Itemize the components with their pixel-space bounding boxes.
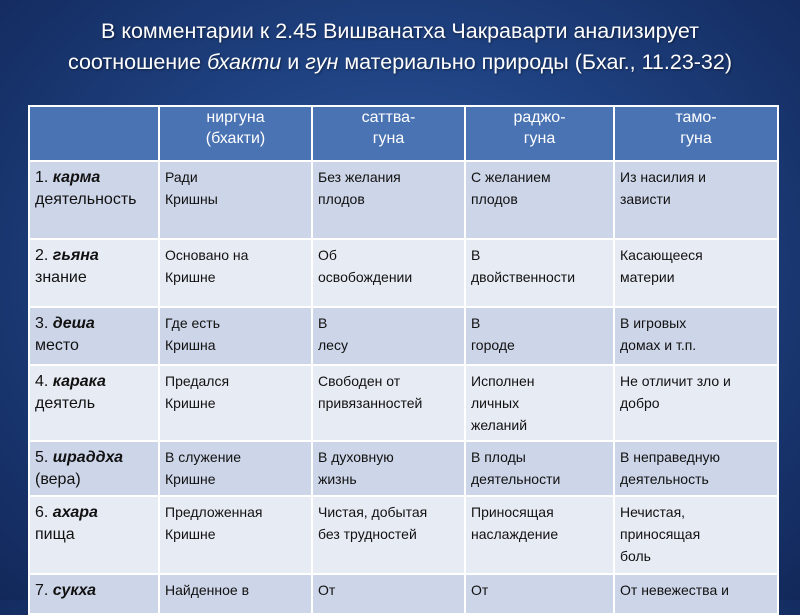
cell-line: зависти xyxy=(620,191,671,207)
table-cell xyxy=(312,161,465,239)
cell-line: двойственности xyxy=(471,269,576,285)
table-cell xyxy=(312,574,465,614)
cell-line: Кришны xyxy=(165,191,218,207)
row-term: карака xyxy=(52,373,106,390)
table-cell xyxy=(312,239,465,307)
cell-line: материи xyxy=(620,269,675,285)
title-line-1: В комментарии к 2.45 Вишванатха Чакраварти анализирует xyxy=(101,19,699,43)
table-cell xyxy=(312,365,465,441)
slide-title xyxy=(0,16,800,78)
cell-line: Ради xyxy=(165,169,198,185)
row-term: гьяна xyxy=(52,247,99,264)
table-cell xyxy=(159,441,312,496)
cell-line: С желанием xyxy=(471,169,551,185)
row-header xyxy=(29,574,159,614)
row-meaning: знание xyxy=(35,269,87,286)
table-cell xyxy=(465,441,614,496)
table-cell xyxy=(465,365,614,441)
header-line: раджо- xyxy=(513,109,566,126)
table-cell xyxy=(465,307,614,365)
table-cell xyxy=(614,365,778,441)
cell-line: Из насилия и xyxy=(620,169,706,185)
cell-line: Предложенная xyxy=(165,504,263,520)
table-cell xyxy=(465,574,614,614)
cell-line: В xyxy=(471,247,481,263)
header-line: гуна xyxy=(372,130,405,147)
table-cell xyxy=(159,496,312,574)
cell-line: городе xyxy=(471,337,515,353)
row-number: 4. xyxy=(35,373,53,390)
header-line: тамо- xyxy=(675,109,717,126)
row-number: 5. xyxy=(35,449,53,466)
cell-line: Кришне xyxy=(165,471,216,487)
cell-line: В игровых xyxy=(620,315,687,331)
cell-line: Исполнен xyxy=(471,373,535,389)
table-cell xyxy=(614,441,778,496)
header-line: саттва- xyxy=(361,109,416,126)
cell-line: освобождении xyxy=(318,269,413,285)
table-cell xyxy=(159,574,312,614)
cell-line: В xyxy=(318,315,328,331)
table-cell xyxy=(465,239,614,307)
header-row xyxy=(29,106,778,161)
table-cell xyxy=(312,307,465,365)
header-line: ниргуна xyxy=(206,109,265,126)
cell-line: В служение xyxy=(165,449,242,465)
row-number: 7. xyxy=(35,582,53,599)
row-term: карма xyxy=(52,169,101,186)
cell-line: деятельности xyxy=(471,471,561,487)
row-number: 2. xyxy=(35,247,53,264)
cell-line: плодов xyxy=(471,191,518,207)
table-row xyxy=(29,307,778,365)
cell-line: Чистая, добытая xyxy=(318,504,428,520)
row-term: шраддха xyxy=(52,449,124,466)
table-cell xyxy=(159,307,312,365)
title-text: материально природы (Бхаг., 11.23-32) xyxy=(338,50,733,74)
cell-line: лесу xyxy=(318,337,348,353)
table-row xyxy=(29,574,778,614)
row-header xyxy=(29,496,159,574)
table-cell xyxy=(614,307,778,365)
cell-line: В духовную xyxy=(318,449,394,465)
cell-line: Кришне xyxy=(165,269,216,285)
cell-line: желаний xyxy=(471,417,528,433)
header-nirguna xyxy=(159,106,312,161)
table-row xyxy=(29,496,778,574)
cell-line: От невежества и xyxy=(620,582,729,598)
cell-line: деятельность xyxy=(620,471,709,487)
cell-line: Нечистая, xyxy=(620,504,686,520)
table-cell xyxy=(312,496,465,574)
table-cell xyxy=(159,239,312,307)
table-row xyxy=(29,441,778,496)
row-number: 3. xyxy=(35,315,53,332)
row-header xyxy=(29,365,159,441)
table-cell xyxy=(614,239,778,307)
cell-line: Приносящая xyxy=(471,504,554,520)
header-line: (бхакти) xyxy=(205,130,266,147)
comparison-table xyxy=(28,105,779,615)
cell-line: Без желания xyxy=(318,169,401,185)
header-sattva xyxy=(312,106,465,161)
table-cell xyxy=(312,441,465,496)
cell-line: Кришне xyxy=(165,526,216,542)
table-cell xyxy=(614,161,778,239)
header-tamo xyxy=(614,106,778,161)
cell-line: плодов xyxy=(318,191,365,207)
cell-line: От xyxy=(318,582,336,598)
table-cell xyxy=(159,161,312,239)
cell-line: От xyxy=(471,582,489,598)
cell-line: Свободен от xyxy=(318,373,401,389)
cell-line: Кришне xyxy=(165,395,216,411)
header-rajo xyxy=(465,106,614,161)
title-line-2 xyxy=(0,47,800,78)
cell-line: В xyxy=(471,315,481,331)
table-cell xyxy=(465,161,614,239)
table-cell xyxy=(465,496,614,574)
cell-line: Основано на xyxy=(165,247,249,263)
cell-line: Найденное в xyxy=(165,582,250,598)
row-meaning: деятель xyxy=(35,395,96,412)
cell-line: Кришна xyxy=(165,337,216,353)
cell-line: боль xyxy=(620,548,651,564)
row-term: деша xyxy=(52,315,95,332)
row-meaning: (вера) xyxy=(35,471,81,488)
header-line: гуна xyxy=(523,130,556,147)
row-header xyxy=(29,239,159,307)
title-text: соотношение xyxy=(67,50,208,74)
cell-line: домах и т.п. xyxy=(620,337,697,353)
row-meaning: место xyxy=(35,337,79,354)
cell-line: наслаждение xyxy=(471,526,559,542)
table-row xyxy=(29,161,778,239)
row-meaning: деятельность xyxy=(35,191,137,208)
title-text: и xyxy=(281,50,306,74)
header-line: гуна xyxy=(680,130,712,147)
table-cell xyxy=(614,496,778,574)
cell-line: жизнь xyxy=(318,471,357,487)
row-number: 1. xyxy=(35,169,53,186)
row-header xyxy=(29,161,159,239)
title-em-gun: гун xyxy=(305,50,339,74)
row-meaning: пища xyxy=(35,526,75,543)
header-corner xyxy=(29,106,159,161)
cell-line: Предался xyxy=(165,373,230,389)
cell-line: приносящая xyxy=(620,526,701,542)
row-header xyxy=(29,307,159,365)
cell-line: добро xyxy=(620,395,660,411)
row-term: ахара xyxy=(52,504,98,521)
row-number: 6. xyxy=(35,504,53,521)
row-term: сукха xyxy=(52,582,97,599)
cell-line: Касающееся xyxy=(620,247,703,263)
cell-line: Не отличит зло и xyxy=(620,373,731,389)
cell-line: личных xyxy=(471,395,520,411)
table-cell xyxy=(614,574,778,614)
cell-line: привязанностей xyxy=(318,395,423,411)
table-row xyxy=(29,365,778,441)
title-em-bhakti: бхакти xyxy=(207,50,282,74)
cell-line: В плоды xyxy=(471,449,526,465)
cell-line: Об xyxy=(318,247,337,263)
cell-line: без трудностей xyxy=(318,526,417,542)
table-row xyxy=(29,239,778,307)
table-cell xyxy=(159,365,312,441)
row-header xyxy=(29,441,159,496)
cell-line: Где есть xyxy=(165,315,220,331)
cell-line: В неправедную xyxy=(620,449,721,465)
